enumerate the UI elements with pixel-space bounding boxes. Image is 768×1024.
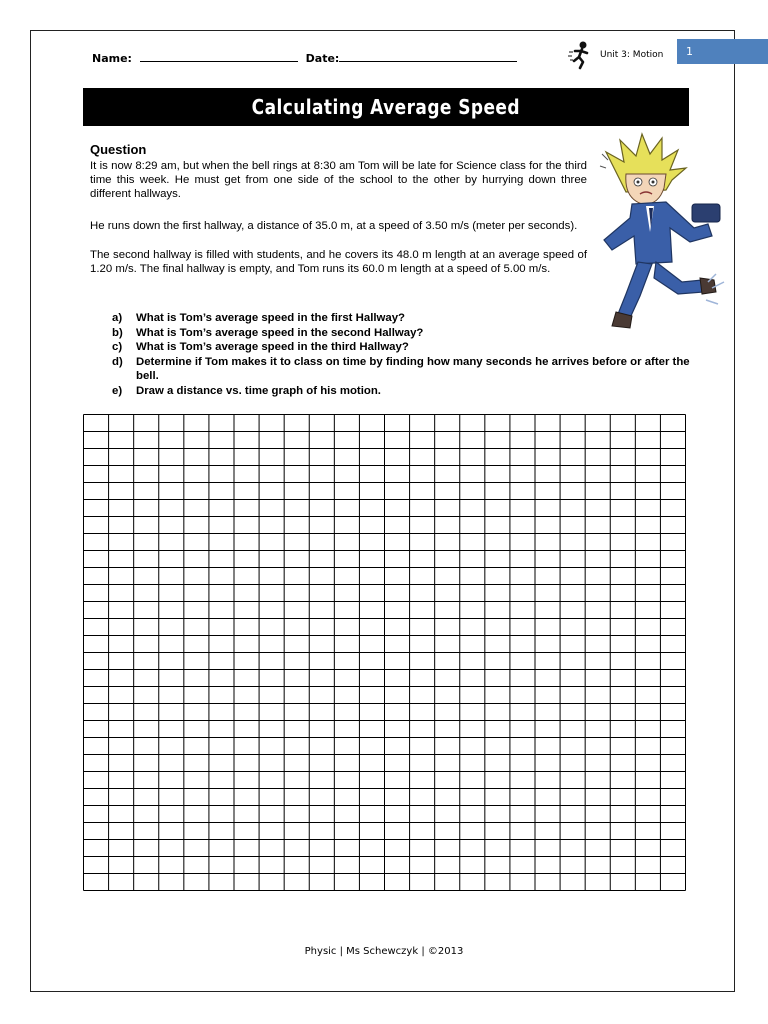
- date-blank[interactable]: [339, 50, 517, 62]
- sub-question-text: Determine if Tom makes it to class on time by finding how many seconds he arrives before or after the bell.: [136, 355, 690, 382]
- question-paragraph-1: It is now 8:29 am, but when the bell rings at 8:30 am Tom will be late for Science class for the third time this week. He must get from one side of the school to the other by hurrying down three different hallways.: [90, 160, 587, 200]
- sub-question-text: What is Tom’s average speed in the first Hallway?: [136, 312, 406, 324]
- name-label: Name:: [92, 52, 132, 65]
- header-fields: [92, 50, 517, 65]
- graph-paper[interactable]: [83, 414, 686, 891]
- sub-question-letter: e): [112, 384, 123, 397]
- runner-icon: [566, 40, 596, 70]
- page-number-tab: [677, 39, 768, 64]
- page-title-text: Calculating Average Speed: [251, 95, 521, 119]
- question-paragraph-2: He runs down the first hallway, a distance of 35.0 m, at a speed of 3.50 m/s (meter per seconds).: [90, 220, 578, 232]
- sub-question-c: [112, 340, 692, 355]
- sub-question-letter: b): [112, 326, 123, 339]
- sub-question-text: What is Tom’s average speed in the third Hallway?: [136, 341, 409, 353]
- question-paragraph-3: The second hallway is filled with students, and he covers its 48.0 m length at an average speed of 1.20 m/s. The final hallway is empty, and Tom runs its 60.0 m length at a speed of 5.00 m/s.: [90, 249, 587, 275]
- unit-label: Unit 3: Motion: [600, 50, 664, 60]
- sub-question-b: [112, 326, 692, 341]
- sub-question-d: [112, 355, 692, 384]
- footer: Physic | Ms Schewczyk | ©2013: [304, 946, 464, 957]
- sub-question-list: [112, 311, 692, 398]
- page-number: 1: [686, 45, 693, 58]
- sub-question-letter: c): [112, 341, 123, 353]
- running-student-illustration: [596, 132, 736, 332]
- sub-question-text: Draw a distance vs. time graph of his motion.: [136, 384, 381, 397]
- date-label: Date:: [305, 52, 340, 65]
- name-blank[interactable]: [140, 50, 298, 62]
- sub-question-text: What is Tom’s average speed in the second Hallway?: [136, 326, 424, 339]
- graph-grid[interactable]: [83, 414, 686, 891]
- sub-question-letter: a): [112, 312, 123, 324]
- question-heading: Question: [90, 142, 147, 157]
- sub-question-e: [112, 384, 692, 399]
- sub-question-a: [112, 311, 692, 326]
- sub-question-letter: d): [112, 355, 123, 368]
- page-title: [83, 88, 689, 126]
